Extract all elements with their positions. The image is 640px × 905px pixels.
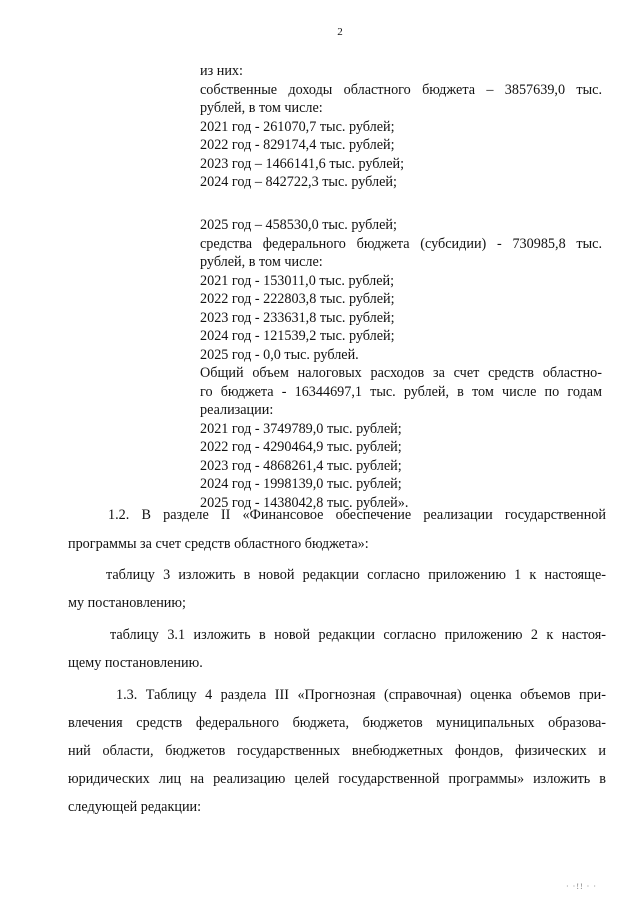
text-line: 2023 год – 1466141,6 тыс. рублей;	[200, 155, 405, 172]
text-line: 2025 год - 0,0 тыс. рублей.	[200, 346, 359, 363]
text-line: средства федерального бюджета (субсидии) - 730985,8 тыс.	[200, 235, 602, 252]
text-line: 1.2. В разделе II «Финансовое обеспечение реализации государственной	[108, 507, 606, 523]
text-line: 2024 год – 842722,3 тыс. рублей;	[200, 174, 397, 190]
text-line: 2024 год - 121539,2 тыс. рублей;	[200, 328, 395, 344]
text-line: му постановлению;	[68, 595, 186, 611]
text-line: влечения средств федерального бюджета, бюджетов муниципальных образова-	[68, 715, 606, 731]
section-1-3-line-5	[68, 798, 606, 817]
section-1-3-paragraph	[68, 686, 606, 705]
text-line: программы за счет средств областного бюджета»:	[68, 536, 369, 552]
text-line: рублей, в том числе:	[200, 254, 323, 270]
text-line: Общий объем налоговых расходов за счет средств областно-	[200, 365, 602, 381]
text-line: 2025 год - 1438042,8 тыс. рублей».	[200, 494, 409, 511]
text-line: 2023 год - 233631,8 тыс. рублей;	[200, 309, 395, 326]
text-line: 2023 год - 4868261,4 тыс. рублей;	[200, 457, 402, 474]
text-line: 2024 год - 1998139,0 тыс. рублей;	[200, 476, 402, 492]
funding-sources-block	[200, 62, 602, 192]
text-line: 2022 год - 222803,8 тыс. рублей;	[200, 291, 395, 307]
footer-scan-mark: · ·!! · ·	[566, 882, 597, 891]
text-line: го бюджета - 16344697,1 тыс. рублей, в том числе по годам	[200, 383, 602, 400]
text-line: щему постановлению.	[68, 655, 203, 671]
text-line: 1.3. Таблицу 4 раздела III «Прогнозная (справочная) оценка объемов при-	[116, 687, 606, 703]
section-1-2-paragraph	[68, 506, 606, 525]
text-line: таблицу 3.1 изложить в новой редакции согласно приложению 2 к настоя-	[110, 627, 606, 643]
text-line: юридических лиц на реализацию целей государственной программы» изложить в	[68, 771, 606, 787]
federal-and-tax-block	[200, 216, 602, 512]
section-1-3-line-2	[68, 714, 606, 733]
section-1-3-line-4	[68, 770, 606, 789]
text-line: из них:	[200, 63, 243, 79]
section-1-3-line-3	[68, 742, 606, 761]
section-1-2-paragraph-cont	[68, 535, 606, 554]
table-3-1-paragraph-cont	[68, 654, 606, 673]
text-line: 2021 год - 153011,0 тыс. рублей;	[200, 272, 395, 289]
text-line: собственные доходы областного бюджета – 3857639,0 тыс.	[200, 81, 602, 98]
table-3-paragraph	[68, 566, 606, 585]
text-line: 2021 год - 261070,7 тыс. рублей;	[200, 118, 395, 135]
text-line: таблицу 3 изложить в новой редакции согласно приложению 1 к настояще-	[106, 567, 606, 583]
text-line: 2025 год – 458530,0 тыс. рублей;	[200, 217, 397, 233]
text-line: 2022 год - 829174,4 тыс. рублей;	[200, 137, 395, 153]
text-line: следующей редакции:	[68, 799, 202, 815]
text-line: реализации:	[200, 402, 274, 418]
text-line: ний области, бюджетов государственных внебюджетных фондов, физических и	[68, 743, 606, 759]
table-3-1-paragraph	[68, 626, 606, 645]
text-line: рублей, в том числе:	[200, 100, 323, 116]
page-number: 2	[337, 26, 343, 38]
table-3-paragraph-cont	[68, 594, 606, 613]
text-line: 2021 год - 3749789,0 тыс. рублей;	[200, 420, 402, 437]
text-line: 2022 год - 4290464,9 тыс. рублей;	[200, 439, 402, 455]
